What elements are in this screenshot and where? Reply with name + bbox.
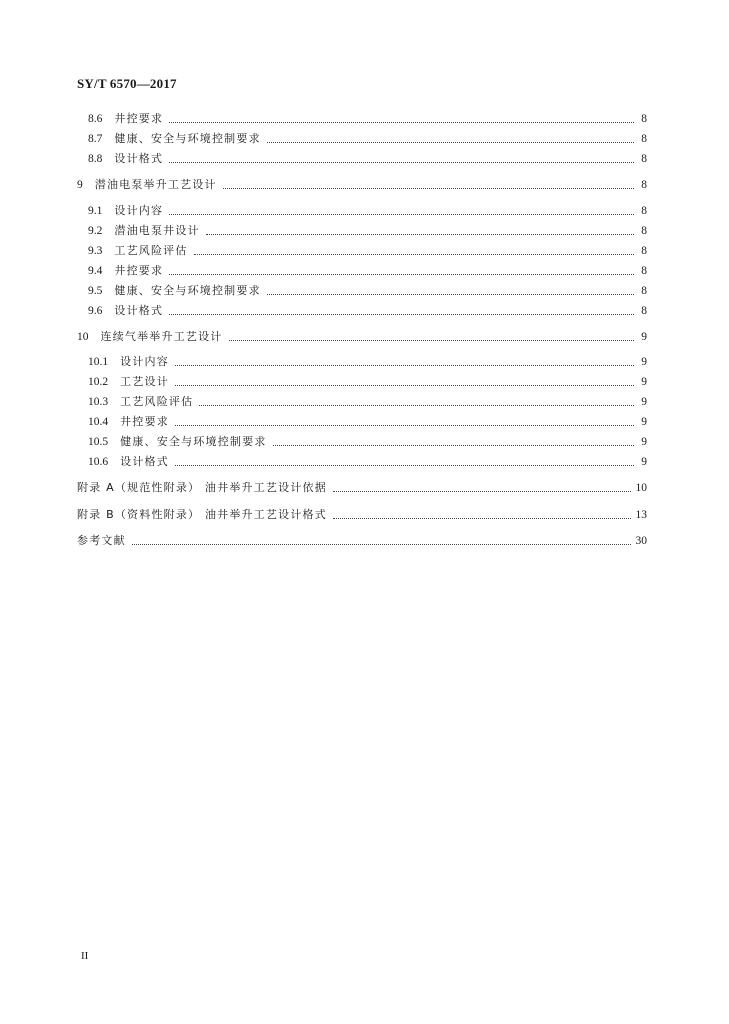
toc-dot-leader <box>169 274 634 275</box>
toc-entry-10-5[interactable] <box>0 433 729 449</box>
toc-entry-9-2[interactable] <box>0 222 729 238</box>
toc-entry-9-4[interactable] <box>0 262 729 278</box>
toc-entry-8-7[interactable] <box>0 130 729 146</box>
toc-entry-page: 30 <box>635 535 647 547</box>
toc-entry-page: 8 <box>641 305 647 317</box>
toc-entry-number: 10.3 <box>88 396 109 408</box>
toc-entry-9-3[interactable] <box>0 242 729 258</box>
toc-entry-number: 8.8 <box>88 153 103 165</box>
toc-entry-number: 9 <box>77 179 83 191</box>
toc-entry-page: 8 <box>641 113 647 125</box>
toc-dot-leader <box>169 162 634 163</box>
toc-entry-8-6[interactable] <box>0 110 729 126</box>
toc-entry-appendix-a[interactable] <box>0 479 729 495</box>
toc-entry-9-6[interactable] <box>0 302 729 318</box>
toc-dot-leader <box>223 188 634 189</box>
toc-entry-title: 工艺风险评估 <box>114 244 188 257</box>
toc-entry-title: 健康、安全与环境控制要求 <box>120 435 267 448</box>
toc-dot-leader <box>229 340 635 341</box>
toc-entry-page: 9 <box>641 456 647 468</box>
toc-entry-title: 设计格式 <box>114 152 164 165</box>
toc-entry-bibliography[interactable] <box>0 532 729 548</box>
toc-dot-leader <box>175 365 634 366</box>
toc-entry-title: 潜油电泵举升工艺设计 <box>94 178 217 191</box>
toc-entry-title: 设计内容 <box>114 204 164 217</box>
toc-entry-number: 10 <box>77 331 89 343</box>
toc-entry-page: 9 <box>641 436 647 448</box>
toc-entry-title: 连续气举举升工艺设计 <box>100 330 223 343</box>
toc-entry-page: 8 <box>641 265 647 277</box>
toc-dot-leader <box>267 294 634 295</box>
toc-entry-page: 8 <box>641 225 647 237</box>
document-code-header: SY/T 6570—2017 <box>77 76 177 91</box>
toc-entry-page: 13 <box>635 509 647 521</box>
toc-entry-page: 9 <box>641 331 647 343</box>
toc-dot-leader <box>333 518 631 519</box>
toc-entry-number: 10.2 <box>88 376 109 388</box>
toc-entry-page: 8 <box>641 285 647 297</box>
toc-entry-title: 潜油电泵井设计 <box>114 224 200 237</box>
toc-entry-title: 附录 A（规范性附录） 油井举升工艺设计依据 <box>77 481 327 494</box>
toc-entry-10[interactable] <box>0 328 729 344</box>
toc-entry-number: 9.3 <box>88 245 103 257</box>
toc-entry-title: 设计格式 <box>114 304 164 317</box>
toc-entry-title: 健康、安全与环境控制要求 <box>114 132 261 145</box>
toc-entry-10-2[interactable] <box>0 373 729 389</box>
toc-entry-number: 9.6 <box>88 305 103 317</box>
toc-entry-page: 8 <box>641 245 647 257</box>
toc-entry-number: 8.6 <box>88 113 103 125</box>
toc-entry-9[interactable] <box>0 176 729 192</box>
toc-dot-leader <box>175 385 634 386</box>
toc-entry-number: 9.4 <box>88 265 103 277</box>
toc-dot-leader <box>333 491 631 492</box>
toc-entry-page: 10 <box>635 482 647 494</box>
toc-entry-number: 9.1 <box>88 205 103 217</box>
toc-entry-10-1[interactable] <box>0 353 729 369</box>
toc-entry-number: 8.7 <box>88 133 103 145</box>
toc-entry-title: 工艺风险评估 <box>120 395 194 408</box>
toc-entry-number: 10.1 <box>88 356 109 368</box>
toc-entry-title: 井控要求 <box>114 112 164 125</box>
toc-dot-leader <box>273 445 634 446</box>
toc-entry-number: 9.5 <box>88 285 103 297</box>
toc-entry-number: 9.2 <box>88 225 103 237</box>
toc-entry-title: 参考文献 <box>77 534 126 547</box>
toc-entry-title: 健康、安全与环境控制要求 <box>114 284 261 297</box>
toc-entry-title: 设计格式 <box>120 455 169 468</box>
toc-entry-number: 10.6 <box>88 456 109 468</box>
toc-entry-8-8[interactable] <box>0 150 729 166</box>
toc-entry-10-3[interactable] <box>0 393 729 409</box>
toc-dot-leader <box>206 234 634 235</box>
toc-entry-page: 8 <box>641 179 647 191</box>
toc-entry-page: 9 <box>641 376 647 388</box>
toc-dot-leader <box>132 544 631 545</box>
toc-entry-number: 10.5 <box>88 436 109 448</box>
toc-entry-appendix-b[interactable] <box>0 506 729 522</box>
toc-entry-10-6[interactable] <box>0 453 729 469</box>
toc-entry-number: 10.4 <box>88 416 109 428</box>
toc-dot-leader <box>175 425 634 426</box>
toc-entry-9-1[interactable] <box>0 202 729 218</box>
toc-dot-leader <box>175 465 634 466</box>
toc-entry-title: 设计内容 <box>120 355 169 368</box>
toc-entry-page: 8 <box>641 153 647 165</box>
toc-dot-leader <box>194 254 634 255</box>
toc-entry-page: 9 <box>641 356 647 368</box>
toc-dot-leader <box>169 314 634 315</box>
toc-entry-page: 9 <box>641 416 647 428</box>
toc-entry-page: 9 <box>641 396 647 408</box>
toc-entry-title: 井控要求 <box>114 264 164 277</box>
toc-dot-leader <box>169 122 634 123</box>
toc-entry-page: 8 <box>641 133 647 145</box>
toc-entry-9-5[interactable] <box>0 282 729 298</box>
toc-entry-page: 8 <box>641 205 647 217</box>
toc-dot-leader <box>267 142 634 143</box>
toc-entry-10-4[interactable] <box>0 413 729 429</box>
page-number: II <box>81 950 89 962</box>
toc-dot-leader <box>169 214 634 215</box>
toc-entry-title: 附录 B（资料性附录） 油井举升工艺设计格式 <box>77 508 327 521</box>
toc-dot-leader <box>199 405 634 406</box>
toc-entry-title: 工艺设计 <box>120 375 169 388</box>
toc-entry-title: 井控要求 <box>120 415 169 428</box>
